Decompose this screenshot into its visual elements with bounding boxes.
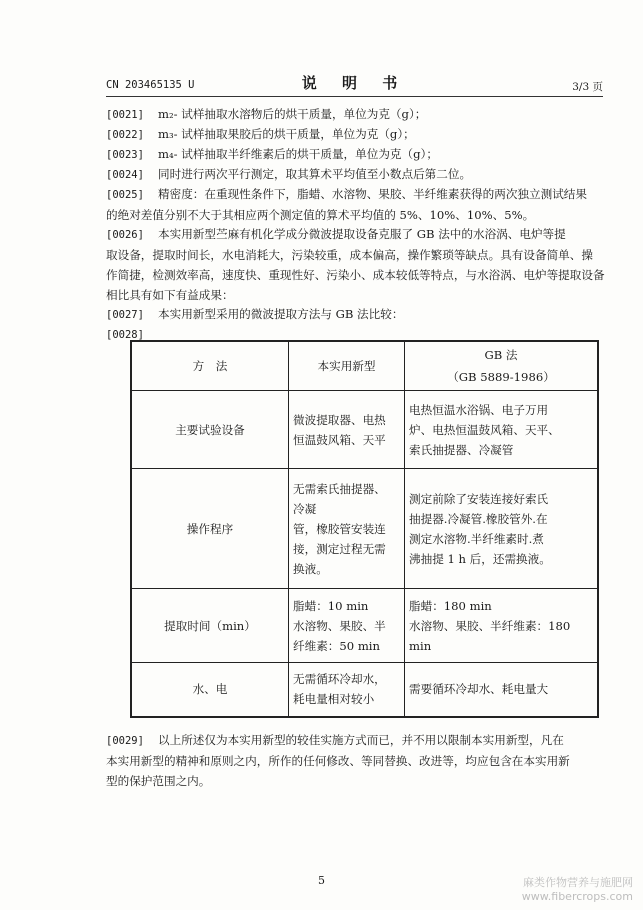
cell-line: 换液。 bbox=[293, 561, 328, 576]
table-row bbox=[131, 589, 598, 663]
patent-number: CN 203465135 U bbox=[106, 79, 195, 91]
paragraph-text: m₄- 试样抽取半纤维素后的烘干质量，单位为克（g）； bbox=[158, 147, 438, 161]
paragraph-text-continued: 作简捷，检测效率高，速度快、重现性好、污染小、成本较低等特点，与水浴涡、电炉等提取设备 bbox=[106, 268, 605, 282]
header-gb-standard: （GB 5889-1986） bbox=[447, 370, 555, 384]
row-new-cell bbox=[289, 391, 405, 469]
paragraph-number: [0028] bbox=[106, 329, 144, 341]
paragraph-text: 本实用新型苎麻有机化学成分微波提取设备克服了 GB 法中的水浴涡、电炉等提 bbox=[158, 227, 566, 241]
row-new-cell bbox=[289, 589, 405, 663]
paragraph-text: m₃- 试样抽取果胶后的烘干质量，单位为克（g）； bbox=[158, 127, 415, 141]
cell-line: 脂蜡：10 min bbox=[293, 598, 369, 613]
row-label: 水、电 bbox=[131, 663, 289, 717]
header-rule bbox=[106, 96, 603, 97]
paragraph-0021 bbox=[106, 104, 606, 125]
page-number: 5 bbox=[318, 874, 325, 887]
paragraph-number: [0029] bbox=[106, 735, 144, 747]
row-label: 操作程序 bbox=[131, 469, 289, 589]
paragraph-number: [0022] bbox=[106, 129, 144, 141]
watermark-line: 麻类作物营养与施肥网 bbox=[523, 876, 633, 889]
cell-line: 管，橡胶管安装连 bbox=[293, 521, 386, 536]
cell-line: 接，测定过程无需 bbox=[293, 541, 386, 556]
document-title: 说 明 书 bbox=[301, 74, 408, 92]
paragraph-number: [0021] bbox=[106, 109, 144, 121]
row-gb-cell bbox=[405, 391, 599, 469]
header-gb-method bbox=[405, 341, 599, 391]
cell-line: 无需循环冷却水， bbox=[293, 672, 386, 687]
row-gb-cell bbox=[405, 589, 599, 663]
cell-line: 沸抽提 1 h 后，还需换液。 bbox=[409, 551, 551, 566]
header-gb-label: GB 法 bbox=[484, 348, 518, 362]
row-new-cell bbox=[289, 663, 405, 717]
comparison-table bbox=[130, 340, 599, 718]
paragraph-0027 bbox=[106, 304, 606, 325]
table-row bbox=[131, 663, 598, 717]
paragraph-number: [0024] bbox=[106, 169, 144, 181]
header-method: 方 法 bbox=[131, 341, 289, 391]
cell-line: 索氏抽提器、冷凝管 bbox=[409, 442, 514, 457]
cell-line: 恒温鼓风箱、天平 bbox=[293, 432, 386, 447]
watermark-line: www.fibercrops.com bbox=[521, 890, 633, 903]
cell-line: 测定水溶物.半纤维素时.煮 bbox=[409, 531, 544, 546]
paragraph-0026 bbox=[106, 224, 606, 305]
cell-line: 水溶物、果胶、半 bbox=[293, 618, 386, 633]
row-label: 主要试验设备 bbox=[131, 391, 289, 469]
paragraph-text-continued: 相比具有如下有益成果： bbox=[106, 288, 234, 302]
page-indicator: 3/3 页 bbox=[572, 81, 603, 93]
paragraph-text-continued: 型的保护范围之内。 bbox=[106, 774, 211, 788]
paragraph-text: 本实用新型采用的微波提取方法与 GB 法比较： bbox=[158, 307, 404, 321]
paragraph-number: [0027] bbox=[106, 309, 144, 321]
paragraph-text: 精密度：在重现性条件下，脂蜡、水溶物、果胶、半纤维素获得的两次独立测试结果 bbox=[158, 187, 587, 201]
cell-line: 测定前除了安装连接好索氏 bbox=[409, 491, 549, 506]
cell-line: min bbox=[409, 638, 432, 653]
paragraph-text: 以上所述仅为本实用新型的较佳实施方式而已，并不用以限制本实用新型，凡在 bbox=[158, 733, 564, 747]
paragraph-text: 同时进行两次平行测定，取其算术平均值至小数点后第二位。 bbox=[158, 167, 472, 181]
table-header-row bbox=[131, 341, 598, 391]
paragraph-text-continued: 取设备，提取时间长，水电消耗大，污染较重，成本偏高，操作繁琐等缺点。具有设备简单、操 bbox=[106, 248, 593, 262]
row-new-cell bbox=[289, 469, 405, 589]
paragraph-0023 bbox=[106, 144, 606, 165]
cell-line: 水溶物、果胶、半纤维素：180 bbox=[409, 618, 571, 633]
paragraph-0022 bbox=[106, 124, 606, 145]
cell-line: 耗电量相对较小 bbox=[293, 692, 375, 707]
paragraph-0024 bbox=[106, 164, 606, 185]
paragraph-number: [0023] bbox=[106, 149, 144, 161]
paragraph-0025 bbox=[106, 184, 606, 225]
cell-line: 冷凝 bbox=[293, 501, 317, 516]
cell-line: 无需索氏抽提器、 bbox=[293, 481, 386, 496]
row-label: 提取时间（min） bbox=[131, 589, 289, 663]
paragraph-text: m₂- 试样抽取水溶物后的烘干质量，单位为克（g）； bbox=[158, 107, 427, 121]
cell-line: 脂蜡：180 min bbox=[409, 598, 492, 613]
paragraph-number: [0026] bbox=[106, 229, 144, 241]
table-row bbox=[131, 391, 598, 469]
page-header bbox=[106, 72, 603, 94]
header-new-model: 本实用新型 bbox=[289, 341, 405, 391]
cell-line: 微波提取器、电热 bbox=[293, 412, 386, 427]
row-gb-cell bbox=[405, 469, 599, 589]
cell-line: 炉、电热恒温鼓风箱、天平、 bbox=[409, 422, 560, 437]
table-row bbox=[131, 469, 598, 589]
cell-line: 需要循环冷却水、耗电量大 bbox=[409, 682, 549, 697]
cell-line: 电热恒温水浴锅、电子万用 bbox=[409, 402, 549, 417]
paragraph-number: [0025] bbox=[106, 189, 144, 201]
row-gb-cell bbox=[405, 663, 599, 717]
paragraph-0029 bbox=[106, 730, 606, 791]
paragraph-text-continued: 本实用新型的精神和原则之内，所作的任何修改、等同替换、改进等，均应包含在本实用新 bbox=[106, 754, 570, 768]
watermark bbox=[522, 876, 633, 904]
cell-line: 纤维素：50 min bbox=[293, 638, 380, 653]
cell-line: 抽提器.冷凝管.橡胶管外.在 bbox=[409, 511, 548, 526]
paragraph-text-continued: 的绝对差值分别不大于其相应两个测定值的算术平均值的 5%、10%、10%、5%。 bbox=[106, 208, 535, 222]
